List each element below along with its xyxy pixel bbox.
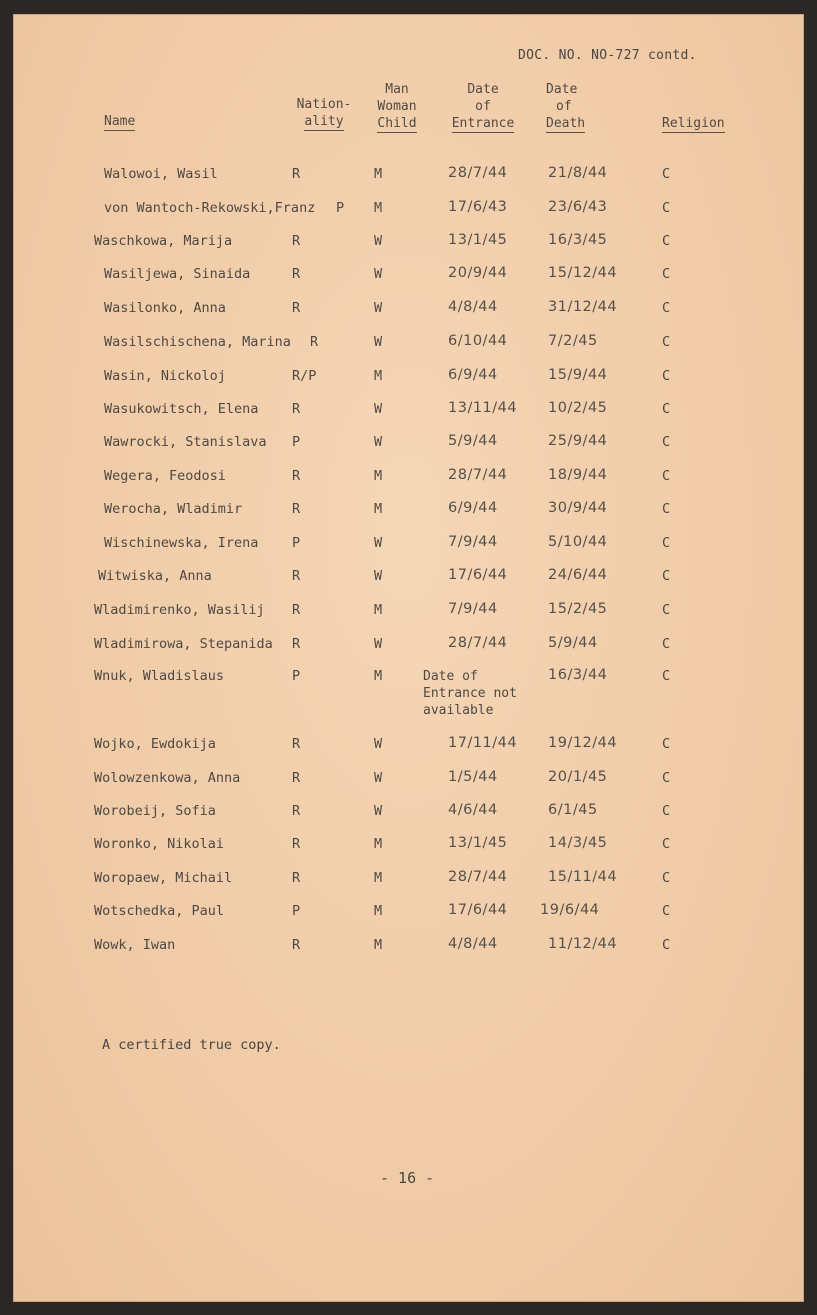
name-cell: Wasilschischena, Marina bbox=[104, 334, 291, 350]
sex-cell: M bbox=[374, 368, 383, 384]
nationality-cell: P bbox=[292, 434, 301, 450]
nationality-cell: P bbox=[292, 903, 301, 919]
name-cell: Wojko, Ewdokija bbox=[94, 736, 216, 752]
name-cell: Wasukowitsch, Elena bbox=[104, 401, 259, 417]
sex-cell: M bbox=[374, 200, 383, 216]
religion-cell: C bbox=[662, 937, 671, 953]
nationality-cell: R bbox=[292, 166, 301, 182]
name-cell: Wasiljewa, Sinaida bbox=[104, 266, 251, 282]
nationality-cell: R bbox=[292, 636, 301, 652]
nationality-cell: R bbox=[292, 568, 301, 584]
religion-cell: C bbox=[662, 401, 671, 417]
death-date-cell: 30/9/44 bbox=[548, 500, 608, 516]
sex-cell: M bbox=[374, 468, 383, 484]
name-cell: Walowoi, Wasil bbox=[104, 166, 218, 182]
entrance-date-cell: 17/11/44 bbox=[448, 735, 518, 751]
sex-cell: W bbox=[374, 636, 383, 652]
death-date-cell: 20/1/45 bbox=[548, 769, 608, 785]
religion-cell: C bbox=[662, 166, 671, 182]
entrance-date-cell: 4/8/44 bbox=[448, 936, 498, 952]
name-cell: Woronko, Nikolai bbox=[94, 836, 225, 852]
entrance-date-cell: 7/9/44 bbox=[448, 601, 498, 617]
entrance-date-cell: 1/5/44 bbox=[448, 769, 498, 785]
nationality-cell: R bbox=[292, 770, 301, 786]
death-date-cell: 11/12/44 bbox=[548, 936, 618, 952]
death-date-cell: 19/12/44 bbox=[548, 735, 618, 751]
sex-cell: M bbox=[374, 668, 383, 684]
name-cell: Wotschedka, Paul bbox=[94, 903, 225, 919]
header-religion: Religion bbox=[662, 116, 725, 131]
nationality-cell: R bbox=[292, 233, 301, 249]
nationality-cell: R bbox=[292, 501, 301, 517]
death-date-cell: 16/3/44 bbox=[548, 667, 608, 683]
sex-cell: W bbox=[374, 568, 383, 584]
death-date-cell: 6/1/45 bbox=[548, 802, 598, 818]
entrance-date-cell: 17/6/44 bbox=[448, 902, 508, 918]
name-cell: Waschkowa, Marija bbox=[94, 233, 233, 249]
death-date-cell: 10/2/45 bbox=[548, 400, 608, 416]
name-cell: Wischinewska, Irena bbox=[104, 535, 259, 551]
death-date-cell: 18/9/44 bbox=[548, 467, 608, 483]
sex-cell: W bbox=[374, 334, 383, 350]
nationality-cell: R bbox=[292, 870, 301, 886]
religion-cell: C bbox=[662, 300, 671, 316]
religion-cell: C bbox=[662, 736, 671, 752]
death-date-cell: 15/11/44 bbox=[548, 869, 618, 885]
entrance-date-cell: 6/10/44 bbox=[448, 333, 508, 349]
entrance-date-cell: 5/9/44 bbox=[448, 433, 498, 449]
religion-cell: C bbox=[662, 501, 671, 517]
religion-cell: C bbox=[662, 636, 671, 652]
nationality-cell: R bbox=[292, 602, 301, 618]
sex-cell: W bbox=[374, 434, 383, 450]
religion-cell: C bbox=[662, 233, 671, 249]
death-date-cell: 16/3/45 bbox=[548, 232, 608, 248]
nationality-cell: P bbox=[292, 668, 301, 684]
certification-text: A certified true copy. bbox=[102, 1037, 281, 1053]
death-date-cell: 24/6/44 bbox=[548, 567, 608, 583]
sex-cell: M bbox=[374, 166, 383, 182]
sex-cell: M bbox=[374, 937, 383, 953]
name-cell: Wasin, Nickoloj bbox=[104, 368, 226, 384]
death-date-cell: 15/9/44 bbox=[548, 367, 608, 383]
sex-cell: W bbox=[374, 770, 383, 786]
entrance-date-cell: 7/9/44 bbox=[448, 534, 498, 550]
entrance-date-cell: 17/6/43 bbox=[448, 199, 508, 215]
name-cell: Woropaew, Michail bbox=[94, 870, 233, 886]
name-cell: Worobeij, Sofia bbox=[94, 803, 216, 819]
death-date-cell: 15/12/44 bbox=[548, 265, 618, 281]
religion-cell: C bbox=[662, 803, 671, 819]
entrance-date-cell: 28/7/44 bbox=[448, 165, 508, 181]
religion-cell: C bbox=[662, 200, 671, 216]
religion-cell: C bbox=[662, 903, 671, 919]
religion-cell: C bbox=[662, 568, 671, 584]
sex-cell: M bbox=[374, 836, 383, 852]
religion-cell: C bbox=[662, 770, 671, 786]
header-date-of-entrance: Date of Entrance bbox=[451, 82, 515, 131]
entrance-date-cell: 13/11/44 bbox=[448, 400, 518, 416]
nationality-cell: P bbox=[292, 535, 301, 551]
name-cell: Wolowzenkowa, Anna bbox=[94, 770, 241, 786]
nationality-cell: R bbox=[310, 334, 319, 350]
religion-cell: C bbox=[662, 870, 671, 886]
sex-cell: W bbox=[374, 736, 383, 752]
entrance-date-cell: 28/7/44 bbox=[448, 869, 508, 885]
name-cell: Werocha, Wladimir bbox=[104, 501, 243, 517]
entrance-date-cell: 13/1/45 bbox=[448, 835, 508, 851]
death-date-cell: 31/12/44 bbox=[548, 299, 618, 315]
religion-cell: C bbox=[662, 535, 671, 551]
nationality-cell: P bbox=[336, 200, 345, 216]
sex-cell: M bbox=[374, 602, 383, 618]
document-reference: DOC. NO. NO-727 contd. bbox=[518, 48, 697, 63]
sex-cell: M bbox=[374, 903, 383, 919]
name-cell: Wegera, Feodosi bbox=[104, 468, 226, 484]
nationality-cell: R bbox=[292, 836, 301, 852]
nationality-cell: R bbox=[292, 736, 301, 752]
header-nationality: Nation- ality bbox=[296, 97, 352, 129]
entrance-date-cell: 28/7/44 bbox=[448, 467, 508, 483]
nationality-cell: R/P bbox=[292, 368, 317, 384]
religion-cell: C bbox=[662, 836, 671, 852]
nationality-cell: R bbox=[292, 300, 301, 316]
name-cell: Wnuk, Wladislaus bbox=[94, 668, 225, 684]
name-cell: Wasilonko, Anna bbox=[104, 300, 226, 316]
entrance-date-cell: 17/6/44 bbox=[448, 567, 508, 583]
nationality-cell: R bbox=[292, 266, 301, 282]
header-name: Name bbox=[104, 114, 136, 129]
entrance-date-cell: 6/9/44 bbox=[448, 500, 498, 516]
entrance-not-available-note: Date of Entrance not available bbox=[423, 669, 517, 718]
death-date-cell: 5/10/44 bbox=[548, 534, 608, 550]
death-date-cell: 25/9/44 bbox=[548, 433, 608, 449]
entrance-date-cell: 13/1/45 bbox=[448, 232, 508, 248]
religion-cell: C bbox=[662, 434, 671, 450]
header-sex: Man Woman Child bbox=[377, 82, 417, 131]
death-date-cell: 5/9/44 bbox=[548, 635, 598, 651]
name-cell: Wawrocki, Stanislava bbox=[104, 434, 267, 450]
death-date-cell: 15/2/45 bbox=[548, 601, 608, 617]
name-cell: Wladimirenko, Wasilij bbox=[94, 602, 265, 618]
religion-cell: C bbox=[662, 368, 671, 384]
entrance-date-cell: 4/6/44 bbox=[448, 802, 498, 818]
sex-cell: M bbox=[374, 870, 383, 886]
sex-cell: W bbox=[374, 803, 383, 819]
entrance-date-cell: 4/8/44 bbox=[448, 299, 498, 315]
sex-cell: W bbox=[374, 233, 383, 249]
nationality-cell: R bbox=[292, 937, 301, 953]
header-date-of-death: Date of Death bbox=[546, 82, 586, 131]
religion-cell: C bbox=[662, 602, 671, 618]
sex-cell: W bbox=[374, 300, 383, 316]
religion-cell: C bbox=[662, 468, 671, 484]
entrance-date-cell: 6/9/44 bbox=[448, 367, 498, 383]
sex-cell: M bbox=[374, 501, 383, 517]
religion-cell: C bbox=[662, 266, 671, 282]
nationality-cell: R bbox=[292, 401, 301, 417]
death-date-cell: 19/6/44 bbox=[540, 902, 600, 918]
nationality-cell: R bbox=[292, 803, 301, 819]
name-cell: Witwiska, Anna bbox=[98, 568, 212, 584]
death-date-cell: 23/6/43 bbox=[548, 199, 608, 215]
entrance-date-cell: 28/7/44 bbox=[448, 635, 508, 651]
death-date-cell: 21/8/44 bbox=[548, 165, 608, 181]
name-cell: Wowk, Iwan bbox=[94, 937, 176, 953]
name-cell: von Wantoch-Rekowski,Franz bbox=[104, 200, 316, 216]
sex-cell: W bbox=[374, 401, 383, 417]
page-number: - 16 - bbox=[380, 1169, 435, 1187]
nationality-cell: R bbox=[292, 468, 301, 484]
sex-cell: W bbox=[374, 266, 383, 282]
death-date-cell: 14/3/45 bbox=[548, 835, 608, 851]
religion-cell: C bbox=[662, 334, 671, 350]
religion-cell: C bbox=[662, 668, 671, 684]
name-cell: Wladimirowa, Stepanida bbox=[94, 636, 273, 652]
sex-cell: W bbox=[374, 535, 383, 551]
entrance-date-cell: 20/9/44 bbox=[448, 265, 508, 281]
death-date-cell: 7/2/45 bbox=[548, 333, 598, 349]
